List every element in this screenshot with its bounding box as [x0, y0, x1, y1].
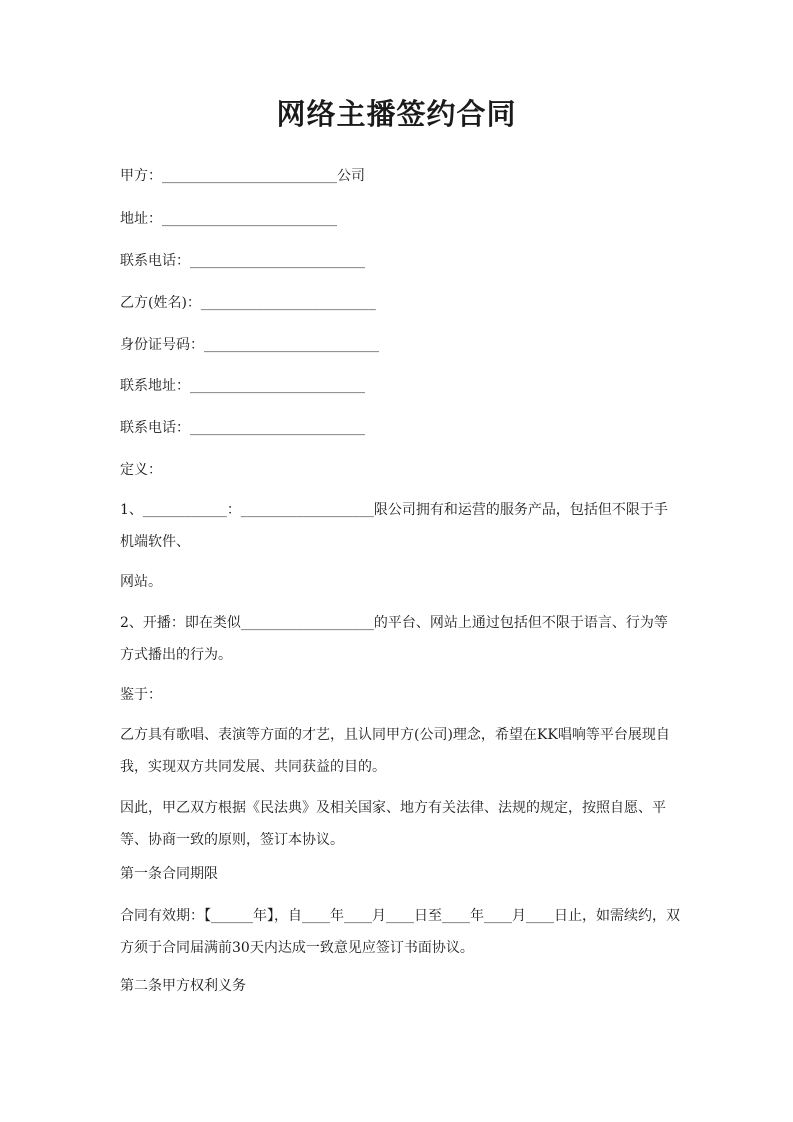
whereas-paragraph: 乙方具有歌唱、表演等方面的才艺，且认同甲方(公司)理念，希望在KK唱响等平台展现自我，实现双方共同发展、共同获益的目的。 [120, 727, 670, 775]
party-a-company: 甲方：_________________________公司 [120, 168, 365, 184]
therefore-paragraph: 因此，甲乙双方根据《民法典》及相关国家、地方有关法律、法规的规定，按照自愿、平等、协商一致的原则，签订本协议。 [120, 800, 666, 848]
whereas-heading: 鉴于： [120, 687, 162, 703]
article-2-heading: 第二条甲方权利义务 [120, 978, 246, 994]
definition-1-continued: 网站。 [120, 574, 162, 590]
definition-2: 2、开播：即在类似___________________的平台、网站上通过包括但不限于语言、行为等方式播出的行为。 [120, 615, 668, 663]
article-1-heading: 第一条合同期限 [120, 866, 218, 882]
definition-1: 1、____________：___________________限公司拥有和运营的服务产品，包括但不限于手机端软件、 [120, 502, 668, 550]
article-1-term: 合同有效期：【______年】，自____年____月____日至____年____月____日止，如需续约，双方须于合同届满前30天内达成一致意见应签订书面协议。 [120, 908, 680, 956]
definitions-heading: 定义： [120, 462, 162, 478]
party-b-id-number: 身份证号码：_________________________ [120, 337, 379, 353]
party-b-name: 乙方(姓名)：_________________________ [120, 295, 376, 311]
party-b-phone: 联系电话：_________________________ [120, 420, 365, 436]
document-title: 网络主播签约合同 [276, 97, 517, 131]
party-a-address: 地址：_________________________ [120, 211, 337, 227]
party-a-phone: 联系电话：_________________________ [120, 253, 365, 269]
party-b-address: 联系地址：_________________________ [120, 378, 365, 394]
